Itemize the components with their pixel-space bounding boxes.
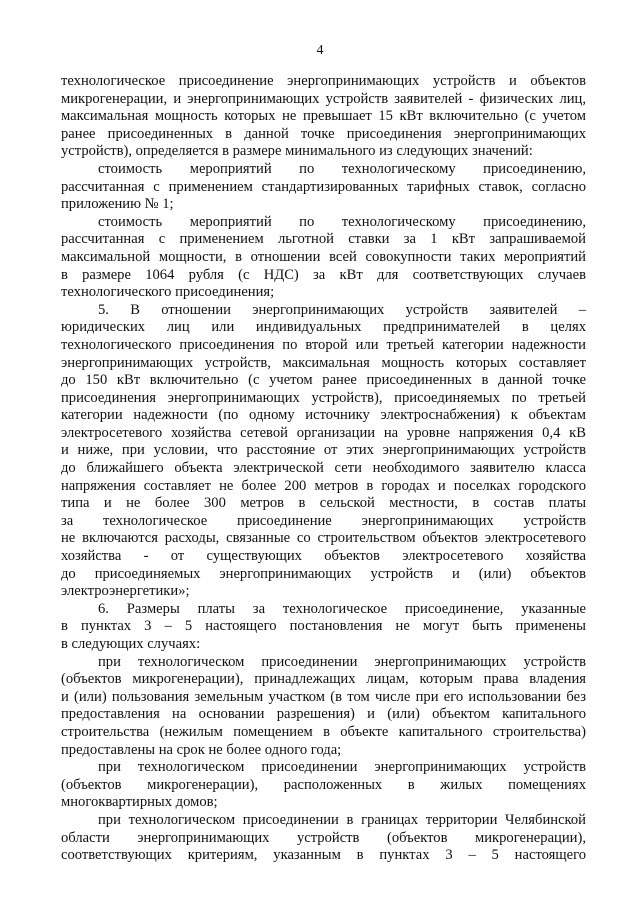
- text-line: приложению № 1;: [61, 196, 174, 213]
- text-line: в пунктах 3 – 5 настоящего постановления не могут быть применены: [61, 618, 586, 635]
- text-line: области энергопринимающих устройств (объектов микрогенерации),: [61, 829, 586, 846]
- text-line: устройств), определяется в размере минимального из следующих значений:: [61, 143, 533, 160]
- text-line: до 150 кВт включительно (с учетом ранее присоединенных в данной точке: [61, 372, 586, 389]
- text-line: 5. В отношении энергопринимающих устройств заявителей –: [98, 301, 586, 318]
- text-line: за технологическое присоединение энергопринимающих устройств: [61, 512, 586, 529]
- text-line: в следующих случаях:: [61, 636, 201, 652]
- text-line: присоединения энергопринимающих устройств), присоединяемых по третьей: [61, 389, 586, 406]
- text-line: максимальной мощности, в отношении всей совокупности таких мероприятий: [61, 248, 586, 265]
- text-line: многоквартирных домов;: [61, 794, 218, 811]
- text-line: рассчитанная с применением стандартизированных тарифных ставок, согласно: [61, 178, 586, 195]
- text-line: электросетевого хозяйства сетевой организации на уровне напряжения 0,4 кВ: [61, 424, 586, 441]
- text-line: напряжения составляет не более 200 метров в городах и поселках городского: [61, 477, 586, 494]
- text-line: категории надежности (по одному источнику электроснабжения) к объектам: [61, 407, 586, 424]
- text-line: и ниже, при условии, что расстояние от этих энергопринимающих устройств: [61, 442, 586, 459]
- text-line: предоставления на основании разрешения) и (или) объектом капитального: [61, 706, 586, 723]
- text-line: в размере 1064 рубля (с НДС) за кВт для соответствующих случаев: [61, 266, 586, 283]
- text-line: (объектов микрогенерации), расположенных в жилых помещениях: [61, 776, 586, 793]
- text-line: технологического присоединения по второй или третьей категории надежности: [61, 336, 586, 353]
- text-line: строительства (нежилым помещением в объекте капитального строительства): [61, 723, 586, 740]
- text-line: до присоединяемых энергопринимающих устройств и (или) объектов: [61, 565, 586, 582]
- text-line: хозяйства - от существующих объектов электросетевого хозяйства: [61, 548, 586, 565]
- text-line: при технологическом присоединении энергопринимающих устройств: [98, 759, 586, 776]
- text-line: рассчитанная с применением льготной ставки за 1 кВт запрашиваемой: [61, 231, 586, 248]
- text-line: стоимость мероприятий по технологическому присоединению,: [98, 160, 586, 177]
- text-line: ранее присоединенных в данной точке присоединения энергопринимающих: [61, 125, 586, 142]
- text-line: технологического присоединения;: [61, 284, 275, 301]
- text-line: не включаются расходы, связанные со строительством объектов электросетевого: [61, 530, 586, 547]
- text-line: энергопринимающих устройств, максимальная мощность которых составляет: [61, 354, 586, 371]
- text-line: технологическое присоединение энергопринимающих устройств и объектов: [61, 73, 586, 89]
- text-line: до ближайшего объекта электрической сети необходимого заявителю класса: [61, 460, 586, 477]
- text-line: юридических лиц или индивидуальных предпринимателей в целях: [61, 319, 586, 336]
- text-line: (объектов микрогенерации), принадлежащих лицам, которым права владения: [61, 671, 586, 688]
- text-line: при технологическом присоединении энергопринимающих устройств: [98, 653, 586, 670]
- text-line: при технологическом присоединении в границах территории Челябинской: [98, 811, 586, 828]
- text-line: предоставлены на срок не более одного года;: [61, 741, 342, 758]
- text-line: соответствующих критериям, указанным в пунктах 3 – 5 настоящего: [61, 847, 586, 864]
- text-line: микрогенерации, и энергопринимающих устройств заявителей - физических лиц,: [61, 90, 586, 107]
- page-number: 4: [316, 43, 324, 58]
- text-line: типа и не более 300 метров в сельской местности, в состав платы: [61, 495, 586, 512]
- text-line: максимальная мощность которых не превышает 15 кВт включительно (с учетом: [61, 108, 586, 125]
- text-line: 6. Размеры платы за технологическое присоединение, указанные: [98, 600, 586, 617]
- text-line: стоимость мероприятий по технологическому присоединению,: [98, 213, 586, 230]
- document-body: [61, 73, 586, 865]
- text-line: и (или) пользования земельным участком (в том числе при его использовании без: [61, 688, 586, 705]
- text-line: электроэнергетики»;: [61, 583, 190, 600]
